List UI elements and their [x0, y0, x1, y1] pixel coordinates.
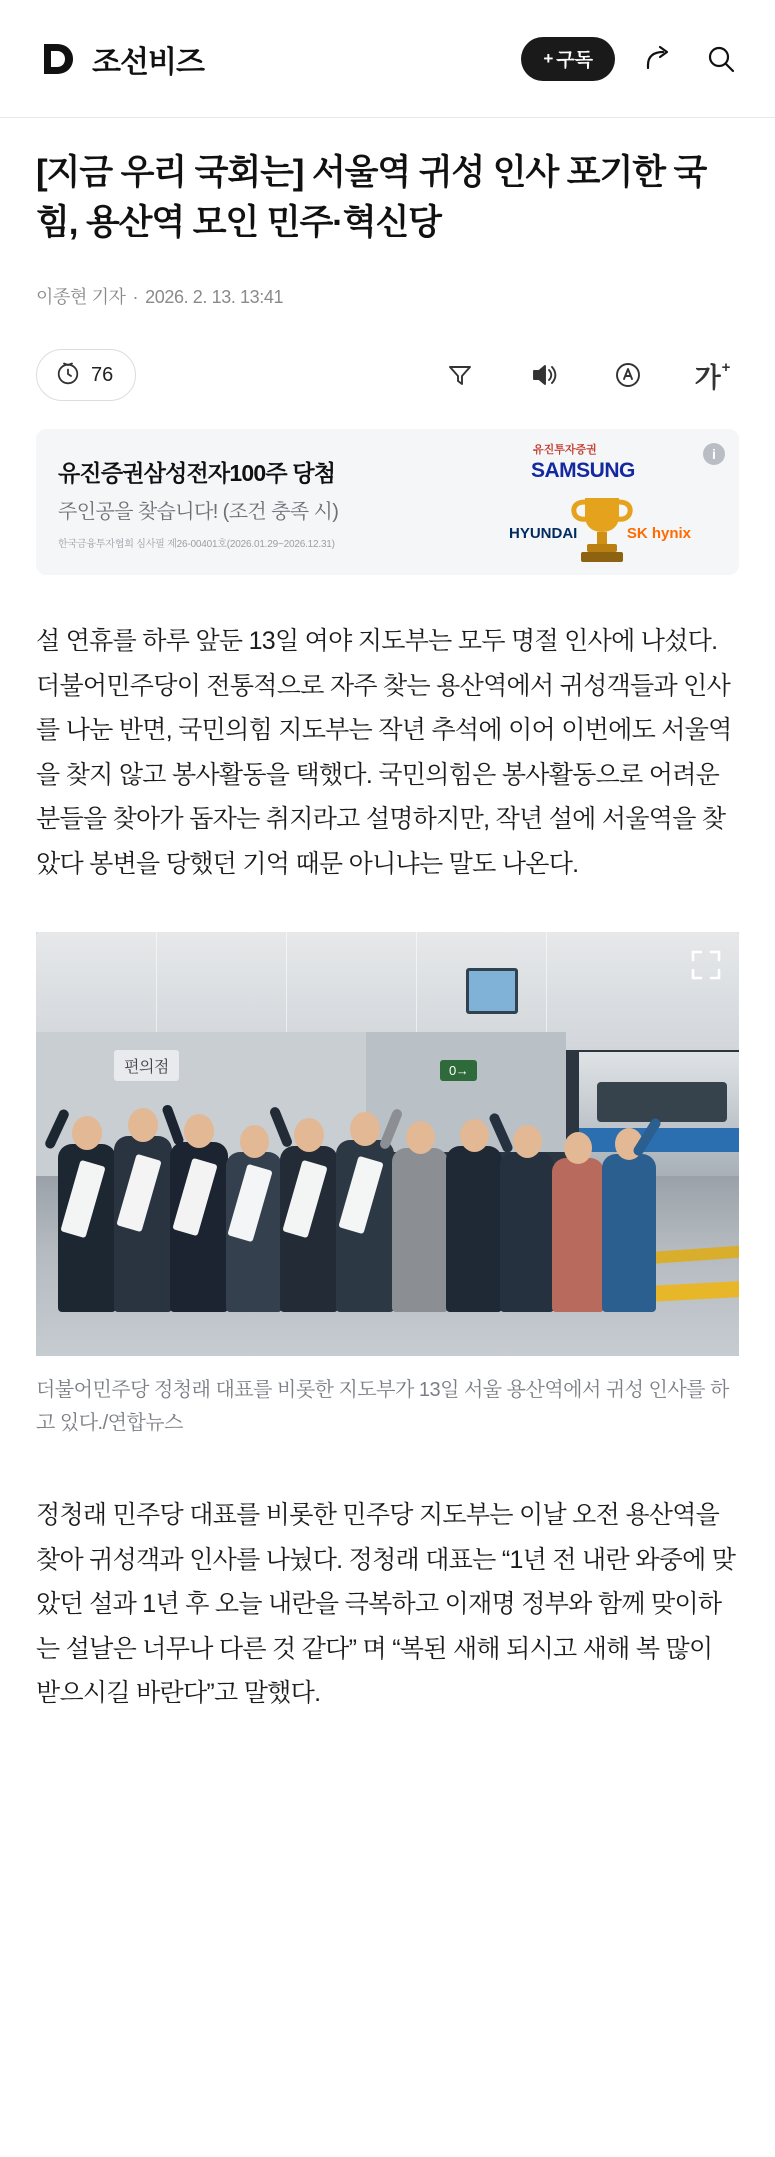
photo-train-window: [597, 1082, 727, 1122]
article-figure: [36, 932, 739, 1439]
brand-name: 조선비즈: [92, 45, 204, 79]
info-label: i: [712, 446, 716, 463]
site-header: [0, 0, 775, 118]
photo-train-stripe: [579, 1128, 739, 1152]
toolbar-actions: [441, 356, 739, 394]
ad-subtitle: 주인공을 찾습니다! (조건 충족 시): [58, 500, 339, 523]
page-title: [지금 우리 국회는] 서울역 귀성 인사 포기한 국힘, 용산역 모인 민주·혁신당: [36, 153, 707, 242]
subscribe-label: 구독: [556, 50, 593, 71]
photo-display-screen: [466, 968, 518, 1014]
reporter-name: 이종현 기자: [36, 287, 126, 308]
header-icon-group: [641, 41, 739, 77]
info-icon[interactable]: [703, 443, 725, 465]
font-size-label: 가: [694, 362, 721, 393]
article-paragraph-1: 설 연휴를 하루 앞둔 13일 여야 지도부는 모두 명절 인사에 나섰다. 더불어민주당이 전통적으로 자주 찾는 용산역에서 귀성객들과 인사를 나눈 반면, 국민의힘 지도부는 작년 추석에 이어 이번에도 서울역을 찾지 않고 봉사활동을 택했다. 국민의힘은 봉사활동으로 어려운 분들을 찾아가 돕자는 취지라고 설명하지만, 작년 설에 서울역을 찾았다 봉변을 당했던 기억 때문 아니냐는 말도 나온다.: [36, 627, 732, 878]
brand-logo[interactable]: [36, 37, 521, 81]
ad-brand-skhynix: SK hynix: [626, 525, 691, 543]
photo-caption: 더불어민주당 정청래 대표를 비롯한 지도부가 13일 서울 용산역에서 귀성 인사를 하고 있다./연합뉴스: [36, 1379, 729, 1434]
reaction-button[interactable]: [36, 349, 136, 401]
photo-sign-convenience: 편의점: [114, 1050, 179, 1081]
advertisement-banner[interactable]: [36, 429, 739, 575]
ad-title: 유진증권삼성전자100주 당첨: [58, 459, 336, 486]
expand-fullscreen-icon[interactable]: [689, 948, 723, 982]
photo-sign-exit: 0→: [440, 1060, 477, 1081]
ad-brand-samsung: SAMSUNG: [531, 459, 635, 483]
byline-separator: ·: [132, 287, 139, 308]
plus-icon: +: [543, 48, 554, 68]
font-size-plus: +: [721, 358, 731, 376]
article-toolbar: [36, 343, 739, 407]
share-icon[interactable]: [641, 41, 677, 77]
trophy-icon: [563, 490, 641, 569]
byline: [36, 283, 739, 309]
ad-text-block: [58, 455, 487, 550]
ad-brand-hyundai: HYUNDAI: [509, 525, 578, 543]
ad-visual: [487, 429, 717, 575]
ad-brand-eugene: 유진투자증권: [533, 444, 597, 457]
font-size-button[interactable]: [693, 356, 731, 394]
article-container: [0, 118, 775, 1716]
article-photo[interactable]: [36, 932, 739, 1356]
article-paragraph-2: 정청래 민주당 대표를 비롯한 민주당 지도부는 이날 오전 용산역을 찾아 귀성객과 인사를 나눴다. 정청래 대표는 “1년 전 내란 와중에 맞았던 설과 1년 후 오늘 내란을 극복하고 이재명 정부와 함께 맞이하는 설날은 너무나 다른 것 같다” 며 “복된 새해 되시고 새해 복 많이 받으시길 바란다”고 말했다.: [36, 1501, 736, 1708]
subscribe-button[interactable]: [521, 37, 615, 81]
speaker-icon[interactable]: [525, 356, 563, 394]
chosunbiz-d-logo-icon: [36, 38, 78, 80]
publish-datetime: 2026. 2. 13. 13:41: [145, 287, 284, 308]
search-icon[interactable]: [703, 41, 739, 77]
auto-circle-icon[interactable]: [609, 356, 647, 394]
filter-icon[interactable]: [441, 356, 479, 394]
ad-legal-text: 한국금융투자협회 심사필 제26-00401호(2026.01.29~2026.12.31): [58, 538, 335, 550]
reaction-count: 76: [91, 363, 114, 386]
clock-reaction-icon: [55, 360, 81, 391]
